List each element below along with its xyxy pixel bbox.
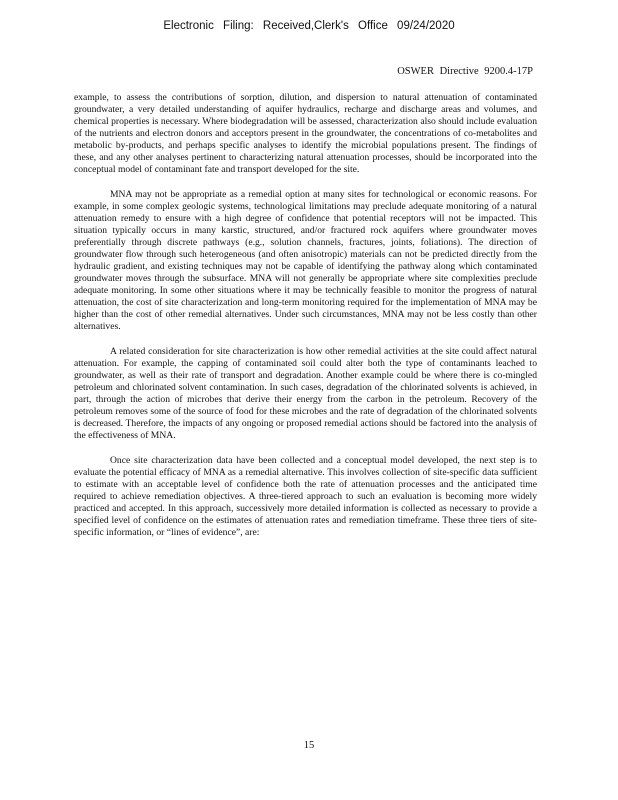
filing-stamp-header: Electronic Filing: Received,Clerk's Office 09/24/2020 bbox=[163, 20, 455, 32]
paragraph-efficacy-evaluation: Once site characterization data have been collected and a conceptual model developed, the next step is to evaluate the potential efficacy of MNA as a remedial alternative. This involves collection of site-specific data sufficient to estimate with an acceptable level of confidence both the rate of attenuation processes and the anticipated time required to achieve remediation objectives. A three-tiered approach to such an evaluation is becoming more widely practiced and accepted. In this approach, successively more detailed information is collected as necessary to provide a specified level of confidence on the estimates of attenuation rates and remediation timeframe. These three tiers of site-specific information, or “lines of evidence”, are: bbox=[74, 454, 537, 539]
page-number: 15 bbox=[303, 740, 315, 751]
paragraph-related-consideration: A related consideration for site characterization is how other remedial activities at the site could affect natural attenuation. For example, the capping of contaminated soil could alter both the type of contaminants leached to groundwater, as well as their rate of transport and degradation. Another example could be where there is co-mingled petroleum and chlorinated solvent contamination. In such cases, degradation of the chlorinated solvents is achieved, in part, through the action of microbes that derive their energy from the carbon in the petroleum. Recovery of the petroleum removes some of the source of food for these microbes and the rate of degradation of the chlorinated solvents is decreased. Therefore, the impacts of any ongoing or proposed remedial actions should be factored into the analysis of the effectiveness of MNA. bbox=[74, 345, 537, 442]
directive-number: OSWER Directive 9200.4-17P bbox=[397, 66, 533, 77]
paragraph-mna-appropriateness: MNA may not be appropriate as a remedial option at many sites for technological or economic reasons. For example, in some complex geologic systems, technological limitations may preclude adequate monitoring of a natural attenuation remedy to ensure with a high degree of confidence that potential receptors will not be impacted. This situation typically occurs in many karstic, structured, and/or fractured rock aquifers where groundwater moves preferentially through discrete pathways (e.g., solution channels, fractures, joints, foliations). The direction of groundwater flow through such heterogeneous (and often anisotropic) materials can not be predicted directly from the hydraulic gradient, and existing techniques may not be capable of identifying the pathway along which contaminated groundwater moves through the subsurface. MNA will not generally be appropriate where site complexities preclude adequate monitoring. In some other situations where it may be technically feasible to monitor the progress of natural attenuation, the cost of site characterization and long-term monitoring required for the implementation of MNA may be higher than the cost of other remedial alternatives. Under such circumstances, MNA may not be less costly than other alternatives. bbox=[74, 188, 537, 333]
body-text bbox=[74, 92, 537, 552]
paragraph-continuation: example, to assess the contributions of sorption, dilution, and dispersion to natural attenuation of contaminated groundwater, a very detailed understanding of aquifer hydraulics, recharge and discharge areas and volumes, and chemical properties is necessary. Where biodegradation will be assessed, characterization also should include evaluation of the nutrients and electron donors and acceptors present in the groundwater, the concentrations of co-metabolites and metabolic by-products, and perhaps specific analyses to identify the microbial populations present. The findings of these, and any other analyses pertinent to characterizing natural attenuation processes, should be incorporated into the conceptual model of contaminant fate and transport developed for the site. bbox=[74, 92, 537, 176]
